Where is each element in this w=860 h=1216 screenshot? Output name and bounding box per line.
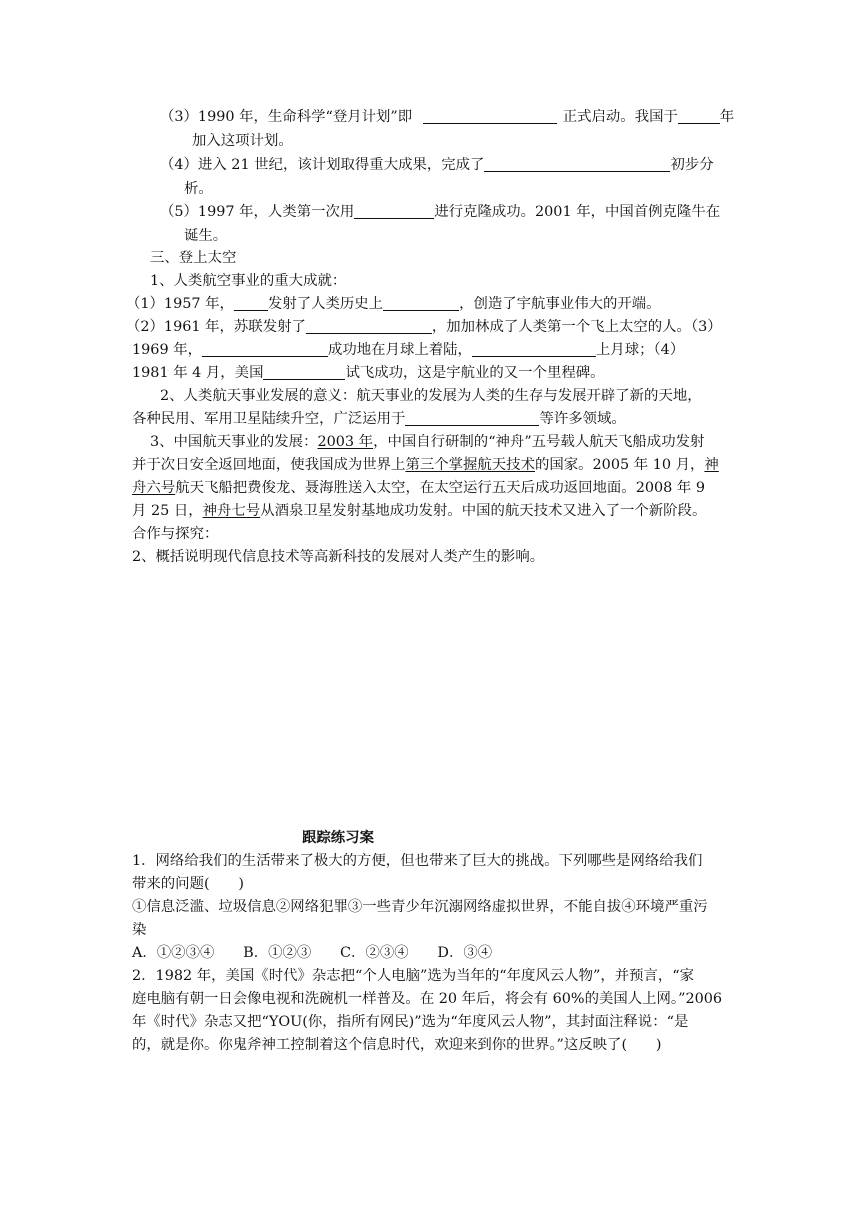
fill-blank — [405, 410, 539, 426]
china-space-line3: 舟六号航天飞船把费俊龙、聂海胜送入太空，在太空运行五天后成功返回地面。2008 年 9 — [132, 480, 706, 496]
item-5-line2: 诞生。 — [184, 228, 228, 244]
achievement-line: （1）1957 年， 发射了人类历史上 ，创造了宇航事业伟大的开端。 — [126, 296, 661, 312]
achievement-line: 1981 年 4 月，美国 试飞成功，这是宇航业的又一个里程碑。 — [132, 365, 605, 381]
coop-heading: 合作与探究： — [132, 526, 219, 542]
fill-blank — [484, 156, 670, 172]
practice-title: 跟踪练习案 — [302, 829, 374, 846]
fill-blank — [383, 295, 459, 311]
achievement-line: （2）1961 年，苏联发射了 ，加加林成了人类第一个飞上太空的人。（3） — [126, 319, 722, 335]
fill-blank — [263, 364, 345, 380]
item-4-line2: 析。 — [184, 181, 213, 197]
china-space-line1: 3、中国航天事业的发展：2003 年，中国自行研制的“神舟”五号载人航天飞船成功发射 — [150, 434, 705, 450]
subsection-heading: 1、人类航空事业的重大成就： — [150, 273, 347, 289]
fill-blank — [472, 341, 596, 357]
china-space-line2: 并于次日安全返回地面，使我国成为世界上第三个掌握航天技术的国家。2005 年 10 月，神 — [132, 457, 719, 473]
significance-line2: 各种民用、军用卫星陆续升空，广泛运用于 等许多领域。 — [132, 411, 626, 427]
fill-blank — [234, 295, 268, 311]
fill-blank — [423, 108, 557, 124]
q1-line1: 1．网络给我们的生活带来了极大的方便，但也带来了巨大的挑战。下列哪些是网络给我们 — [132, 853, 703, 869]
q2-line2: 庭电脑有朝一日会像电视和洗碗机一样普及。在 20 年后，将会有 60%的美国人上网。”2006 — [132, 991, 723, 1007]
q2-line4: 的，就是你。你鬼斧神工控制着这个信息时代，欢迎来到你的世界。”这反映了( ) — [132, 1037, 662, 1053]
significance-line1: 2、人类航天事业发展的意义：航天事业的发展为人类的生存与发展开辟了新的天地， — [160, 388, 702, 404]
china-space-line4: 月 25 日，神舟七号从酒泉卫星发射基地成功发射。中国的航天技术又进入了一个新阶段。 — [132, 503, 707, 519]
q1-options: A．①②③④ B．①②③ C．②③④ D．③④ — [132, 945, 493, 961]
q1-line2: 带来的问题( ) — [132, 876, 244, 892]
item-5-line1: （5）1997 年，人类第一次用 进行克隆成功。2001 年，中国首例克隆牛在 — [160, 204, 721, 220]
item-4-line1: （4）进入 21 世纪，该计划取得重大成果，完成了 初步分 — [160, 157, 714, 173]
item-3-line2: 加入这项计划。 — [192, 133, 293, 149]
achievement-line: 1969 年， 成功地在月球上着陆， 上月球；（4） — [132, 342, 685, 358]
q2-line3: 年《时代》杂志又把“YOU(你，指所有网民)”选为“年度风云人物”，其封面注释说：“是 — [132, 1014, 689, 1030]
section-heading: 三、登上太空 — [150, 250, 237, 266]
q1-line3: ①信息泛滥、垃圾信息②网络犯罪③一些青少年沉溺网络虚拟世界，不能自拔④环境严重污 — [132, 899, 708, 915]
fill-blank — [202, 341, 328, 357]
coop-question: 2、概括说明现代信息技术等高新科技的发展对人类产生的影响。 — [132, 549, 545, 565]
fill-blank — [678, 108, 720, 124]
q1-line4: 染 — [132, 922, 147, 938]
fill-blank — [306, 318, 432, 334]
fill-blank — [354, 203, 434, 219]
item-3-line1: （3）1990 年，生命科学“登月计划”即 正式启动。我国于 年 — [160, 109, 735, 125]
q2-line1: 2．1982 年，美国《时代》杂志把“个人电脑”选为当年的“年度风云人物”，并预言，“家 — [132, 968, 695, 984]
